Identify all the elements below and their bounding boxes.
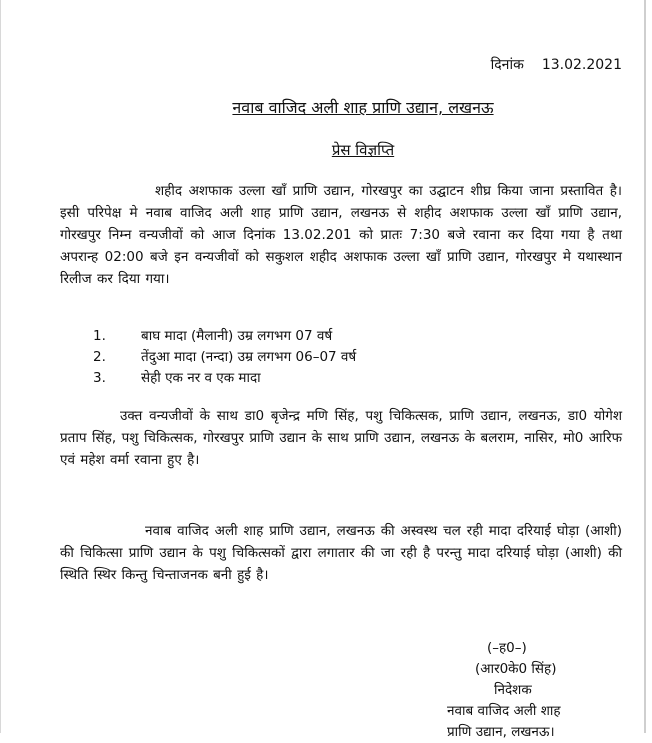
- office-name-line-1: नवाब वाजिद अली शाह: [447, 703, 561, 719]
- list-item-text: सेही एक नर व एक मादा: [141, 370, 261, 386]
- list-item-text: तेंदुआ मादा (नन्दा) उम्र लगभग 06–07 वर्ष: [141, 349, 357, 365]
- paragraph-2: उक्त वन्यजीवों के साथ डा0 बृजेन्द्र मणि सिंह, पशु चिकित्सक, प्राणि उद्यान, लखनऊ, डा0 योगेश प्रताप सिंह, पशु चिकित्सक, गोरखपुर प्राणि उद्यान के साथ प्राणि उद्यान, लखनऊ के बलराम, नासिर, मो0 आरिफ एवं महेश वर्मा रवाना हुए है।: [60, 408, 622, 468]
- signature-block: [420, 638, 632, 743]
- document-title: नवाब वाजिद अली शाह प्राणि उद्यान, लखनऊ: [232, 98, 494, 117]
- list-item: [93, 326, 356, 347]
- date-value: 13.02.2021: [541, 57, 622, 73]
- paragraph-1: शहीद अशफाक उल्ला खाँ प्राणि उद्यान, गोरखपुर का उद्घाटन शीघ्र किया जाना प्रस्तावित है। इसी परिपेक्ष मे नवाब वाजिद अली शाह प्राणि उद्यान, लखनऊ से शहीद अशफाक उल्ला खाँ प्राणि उद्यान, गोरखपुर निम्न वन्यजीवों को आज दिनांक 13.02.201 को प्रातः 7:30 बजे रवाना कर दिया गया है तथा अपरान्ह 02:00 बजे इन वन्यजीवों को सकुशल शहीद अशफाक उल्ला खाँ प्राणि उद्यान, गोरखपुर मे यथास्थान रिलीज कर दिया गया।: [60, 183, 622, 287]
- animal-list: [93, 326, 356, 389]
- office-name-line-2: प्राणि उद्यान, लखनऊ।: [447, 724, 555, 740]
- date-label: दिनांक: [490, 57, 524, 73]
- list-item-number: 3.: [93, 370, 106, 386]
- signatory-designation: निदेशक: [494, 682, 532, 698]
- date-line: [491, 55, 622, 74]
- document-subtitle: प्रेस विज्ञप्ति: [331, 141, 395, 159]
- signature-mark: (–ह0–): [487, 640, 527, 656]
- list-item: [93, 347, 356, 368]
- list-item: [93, 368, 356, 389]
- list-item-text: बाघ मादा (मैलानी) उम्र लगभग 07 वर्ष: [141, 328, 333, 344]
- paragraph-3: नवाब वाजिद अली शाह प्राणि उद्यान, लखनऊ की अस्वस्थ चल रही मादा दरियाई घोड़ा (आशी) की चिकित्सा प्राणि उद्यान के पशु चिकित्सकों द्वारा लगातार की जा रही है परन्तु मादा दरियाई घोड़ा (आशी) की स्थिति स्थिर किन्तु चिन्ताजनक बनी हुई है।: [60, 523, 622, 583]
- list-item-number: 1.: [93, 328, 106, 344]
- list-item-number: 2.: [93, 349, 106, 365]
- signatory-name: (आर0के0 सिंह): [475, 661, 557, 677]
